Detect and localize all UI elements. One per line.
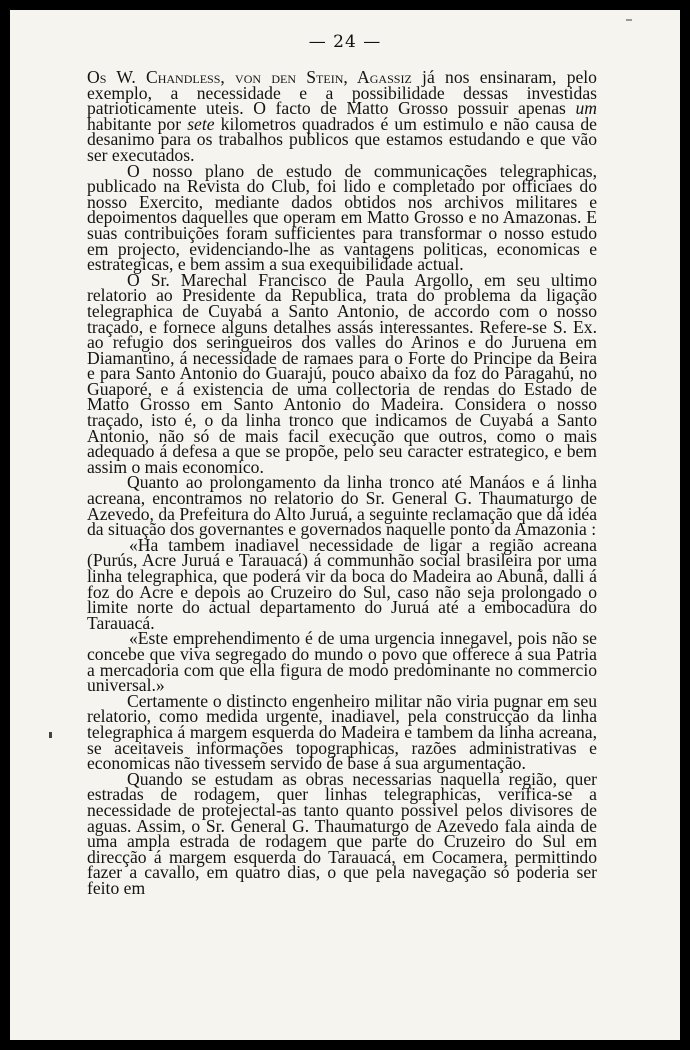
paragraph-4: Quanto ao prolongamento da linha tronco até Manáos e á linha acreana, encontramos no relatorio do Sr. General G. Thaumaturgo de Azevedo, da Prefeitura do Alto Juruá, a seguinte reclamação que dá idéa da situação dos governantes e governados naquelle ponto da Amazonia : [87, 472, 597, 540]
paragraph-1-text: já nos ensinaram, pelo exemplo, a necessidade e a possibilidade dessas investidas patrioticamente uteis. O facto de Matto Grosso possuir apenas [87, 67, 597, 119]
author-names: Os W. Chandless, von den Stein, Agassiz [87, 67, 412, 87]
paragraph-1-text-2: habitante por [87, 113, 188, 134]
paragraph-3: O Sr. Marechal Francisco de Paula Argollo, em seu ultimo relatorio ao Presidente da Republica, trata do problema da ligação telegraphica de Cuyabá a Santo Antonio, de accordo com o nosso traçado, e fornece alguns detalhes assás interessantes. Refere-se S. Ex. ao refugio dos seringueiros dos valles do Arinos e do Juruena em Diamantino, á necessidade de ramaes para o Forte do Principe da Beira e para Santo Antonio do Guarajú, pouco abaixo da foz do Paragahú, no Guaporé, e á existencia de uma collectoria de rendas do Estado de Matto Grosso em Santo Antonio do Madeira. Considera o nosso traçado, isto é, o da linha tronco que indicamos de Cuyabá a Santo Antonio, não só de mais facil execução que outros, como o mais adequado á defesa a que se propõe, pelo seu caracter estrategico, e bem assim o mais economico. [87, 269, 597, 477]
paragraph-1 [87, 67, 597, 165]
quote-paragraph-1: «Ha tambem inadiavel necessidade de ligar a região acreana (Purús, Acre Juruá e Tarauacá) á communhão social brasileira por uma linha telegraphica, que poderá vir da boca do Madeira ao Abunã, dalli á foz do Acre e depois ao Cruzeiro do Sul, caso não seja prolongado o limite norte do actual departamento do Juruá até a embocadura do Tarauacá. [87, 534, 597, 633]
quote-paragraph-2: «Este emprehendimento é de uma urgencia innegavel, pois não se concebe que viva segregado do mundo o povo que offerece á sua Patria a mercadoria com que ella figura de modo predominante no commercio universal.» [87, 628, 597, 696]
paragraph-7: Certamente o distincto engenheiro militar não viria pugnar em seu relatorio, como medida urgente, inadiavel, pela construcção da linha telegraphica á margem esquerda do Madeira e tambem da linha acreana, se aceitaveis informações topographicas, razões administrativas e economicas não tivessem servido de base á sua argumentação. [87, 690, 597, 774]
scan-mark [626, 19, 632, 21]
page-number: — 24 — [308, 32, 382, 52]
body-text [87, 67, 597, 898]
document-page [10, 10, 680, 1040]
margin-mark [49, 732, 52, 738]
paragraph-1-text-3: kilometros quadrados é um estimulo e não causa de desanimo para os trabalhos publicos que estamos estudando e que vão ser executados. [87, 113, 597, 165]
emphasis-sete: sete [187, 113, 215, 134]
emphasis-um: um [575, 98, 597, 119]
paragraph-8: Quando se estudam as obras necessarias naquella região, quer estradas de rodagem, quer linhas telegraphicas, verifica-se a necessidade de protejectal-as tanto quanto possivel pelos divisores de aguas. Assim, o Sr. General G. Thaumaturgo de Azevedo fala ainda de uma ampla estrada de rodagem que parte do Cruzeiro do Sul em direcção á margem esquerda do Tarauacá, em Cocamera, permittindo fazer a cavallo, em quatro dias, o que pela navegação só poderia ser feito em [87, 768, 597, 898]
paragraph-2: O nosso plano de estudo de communicações telegraphicas, publicado na Revista do Club, foi lido e completado por officiaes do nosso Exercito, mediante dados obtidos nos archivos militares e depoimentos daquelles que operam em Matto Grosso e no Amazonas. E suas contribuições foram sufficientes para transformar o nosso estudo em projecto, evidenciando-lhe as vantagens politicas, economicas e estrategicas, e bem assim a sua exequibilidade actual. [87, 160, 597, 275]
